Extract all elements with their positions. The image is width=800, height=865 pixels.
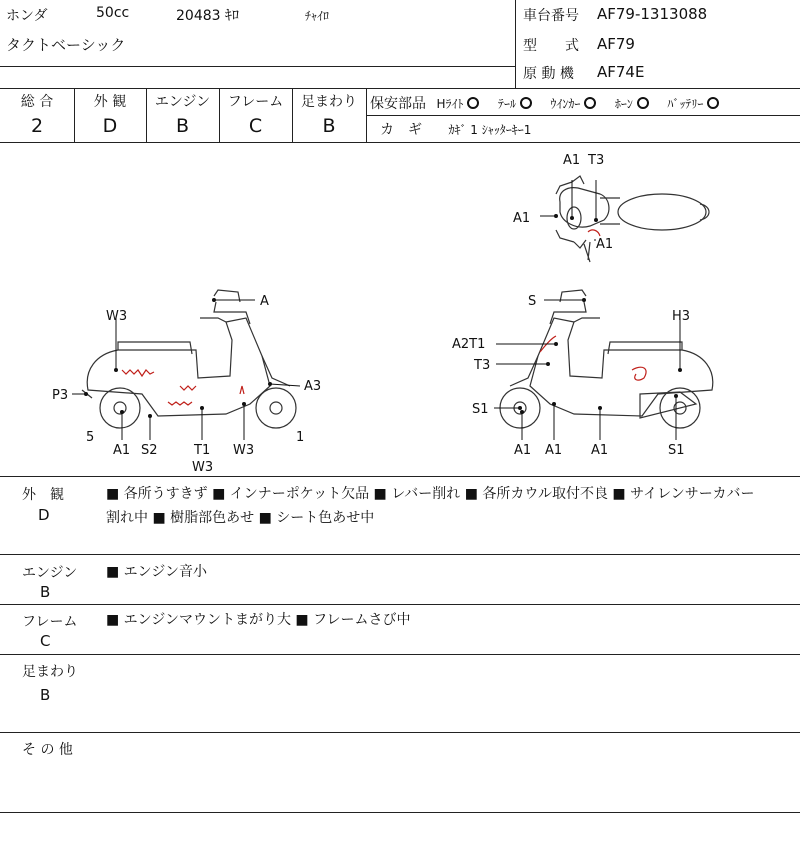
frame-no-label: 車台番号 <box>523 8 579 24</box>
right-label-t3: T3 <box>474 358 491 373</box>
note-label: エンジン <box>22 565 78 581</box>
note-label: 足まわり <box>22 664 78 680</box>
note-line: ■ 各所うすきず ■ インナーポケット欠品 ■ レバー削れ ■ 各所カウル取付不良 ■ サイレンサーカバー <box>106 486 755 502</box>
right-label-a1-mid: A1 <box>545 443 563 458</box>
grade-overall: 2 <box>30 115 44 137</box>
leader-lines <box>72 180 680 440</box>
note-grade: C <box>40 632 51 650</box>
note-line: ■ エンジン音小 <box>106 564 207 580</box>
top-label-a1: A1 <box>563 153 581 168</box>
grade-label-engine: エンジン <box>154 94 211 110</box>
safety-item-winker: ｳｲﾝｶｰ <box>550 97 581 111</box>
top-label-t3: T3 <box>588 153 605 168</box>
key-row <box>380 119 531 139</box>
right-label-s: S <box>528 294 537 309</box>
grade-suspension: B <box>322 115 336 137</box>
safety-item-horn: ﾎｰﾝ <box>614 97 633 111</box>
grade-label-frame: フレーム <box>227 94 284 110</box>
key-label: カ ギ <box>380 122 422 138</box>
note-label: そ の 他 <box>22 742 73 758</box>
type-value: AF79 <box>597 35 635 53</box>
left-label-a1: A1 <box>113 443 131 458</box>
maker: ホンダ <box>6 8 48 24</box>
left-label-5: 5 <box>86 430 95 445</box>
ok-circle-icon <box>637 97 649 109</box>
ok-circle-icon <box>520 97 532 109</box>
right-label-a1-front: A1 <box>514 443 532 458</box>
note-label: 外 観 <box>22 487 64 503</box>
engine-value: AF74E <box>597 63 645 81</box>
left-label-a: A <box>260 294 269 309</box>
note-grade: B <box>40 583 51 601</box>
grade-engine: B <box>175 115 190 137</box>
damage-points <box>84 214 682 418</box>
right-label-s1-rear: S1 <box>668 443 685 458</box>
right-label-a2t1: A2T1 <box>452 337 486 352</box>
note-line: 割れ中 ■ 樹脂部色あせ ■ シート色あせ中 <box>106 510 375 526</box>
left-label-s2: S2 <box>141 443 158 458</box>
left-label-1: 1 <box>296 430 305 445</box>
model-name: タクトベーシック <box>6 36 126 54</box>
left-label-w3: W3 <box>106 309 128 324</box>
left-label-a3: A3 <box>304 379 322 394</box>
displacement: 50cc <box>96 5 130 21</box>
damage-diagram <box>0 142 800 476</box>
ok-circle-icon <box>707 97 719 109</box>
ok-circle-icon <box>584 97 596 109</box>
color: ﾁｬｲﾛ <box>305 9 330 23</box>
grade-label-exterior: 外 観 <box>93 94 127 110</box>
safety-parts-row <box>370 93 725 113</box>
right-label-a1-body: A1 <box>591 443 609 458</box>
note-grade: D <box>38 506 50 524</box>
safety-label: 保安部品 <box>370 96 426 112</box>
ok-circle-icon <box>467 97 479 109</box>
engine-label: 原 動 機 <box>523 66 574 82</box>
safety-item-battery: ﾊﾞｯﾃﾘｰ <box>667 97 704 111</box>
note-line: ■ エンジンマウントまがり大 ■ フレームさび中 <box>106 612 411 628</box>
right-label-h3: H3 <box>672 309 691 324</box>
left-label-w3-bottom: W3 <box>192 460 214 475</box>
scooter-top-view-icon <box>556 176 709 262</box>
note-grade: B <box>40 686 51 704</box>
grade-label-overall: 総 合 <box>20 94 54 110</box>
key-value: ｶｷﾞ 1 ｼｬｯﾀｰｷｰ1 <box>448 123 532 137</box>
left-label-w3-right: W3 <box>233 443 255 458</box>
safety-item-tail: ﾃｰﾙ <box>497 97 516 111</box>
frame-no: AF79-1313088 <box>597 5 708 23</box>
type-label: 型 式 <box>523 38 579 54</box>
grade-label-suspension: 足まわり <box>301 94 357 110</box>
safety-item-headlight: Hﾗｲﾄ <box>436 97 464 111</box>
left-label-t1: T1 <box>194 443 211 458</box>
right-label-s1: S1 <box>472 402 489 417</box>
mileage: 20483 ｷﾛ <box>176 8 239 24</box>
note-label: フレーム <box>22 614 78 630</box>
top-label-a1-side: A1 <box>596 237 614 252</box>
grade-frame: C <box>248 115 263 137</box>
grade-exterior: D <box>102 115 118 137</box>
top-label-a1-front: A1 <box>513 211 531 226</box>
left-label-p3: P3 <box>52 388 69 403</box>
